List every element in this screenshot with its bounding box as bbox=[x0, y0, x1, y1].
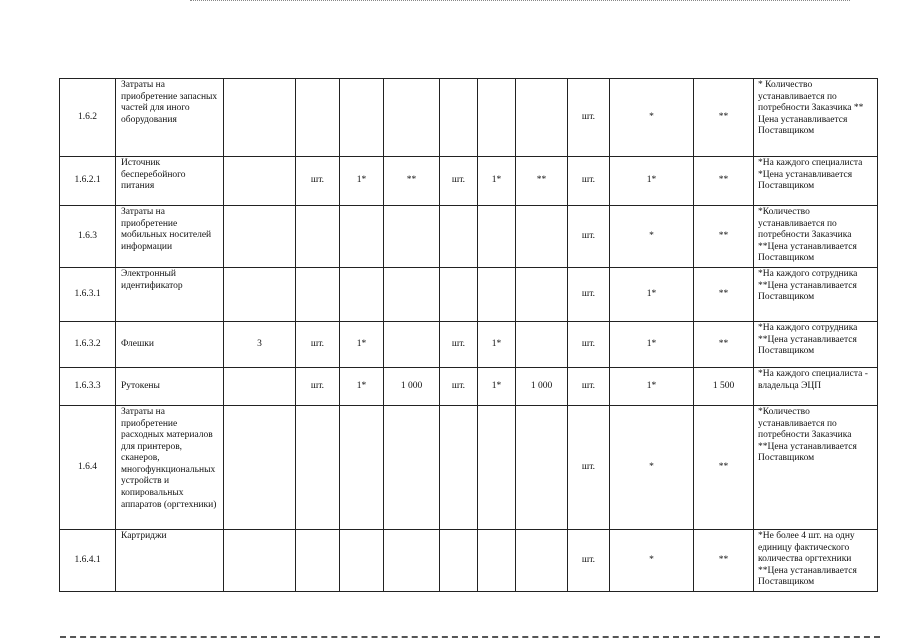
cell-price: ** bbox=[694, 322, 754, 368]
scan-edge-top bbox=[190, 0, 850, 3]
cell-unit: шт. bbox=[568, 157, 610, 206]
cell-c4 bbox=[296, 530, 340, 592]
cell-c6: ** bbox=[384, 157, 440, 206]
cell-c6 bbox=[384, 322, 440, 368]
cell-quantity: 1* bbox=[610, 157, 694, 206]
cell-c5 bbox=[340, 406, 384, 530]
row-number: 1.6.4.1 bbox=[60, 530, 116, 592]
item-name: Затраты на приобретение расходных материалов для принтеров, сканеров, многофункциональных устройств и копировальных аппаратов (оргтехники) bbox=[116, 406, 224, 530]
cell-c9 bbox=[516, 530, 568, 592]
row-note: *На каждого сотрудника **Цена устанавливается Поставщиком bbox=[754, 268, 878, 322]
cell-c9 bbox=[516, 268, 568, 322]
cell-c5: 1* bbox=[340, 368, 384, 406]
item-name: Картриджи bbox=[116, 530, 224, 592]
cell-c9 bbox=[516, 322, 568, 368]
item-name: Рутокены bbox=[116, 368, 224, 406]
cell-c4 bbox=[296, 79, 340, 157]
row-number: 1.6.3.1 bbox=[60, 268, 116, 322]
cell-unit: шт. bbox=[568, 79, 610, 157]
cell-c8 bbox=[478, 268, 516, 322]
cell-c5 bbox=[340, 268, 384, 322]
cell-price: ** bbox=[694, 406, 754, 530]
row-note: *На каждого специалиста *Цена устанавливается Поставщиком bbox=[754, 157, 878, 206]
table-row bbox=[60, 322, 878, 368]
cell-c3 bbox=[224, 206, 296, 268]
row-number: 1.6.3.3 bbox=[60, 368, 116, 406]
cell-c5 bbox=[340, 79, 384, 157]
cell-unit: шт. bbox=[568, 322, 610, 368]
row-note: *На каждого специалиста - владельца ЭЦП bbox=[754, 368, 878, 406]
cell-c4: шт. bbox=[296, 157, 340, 206]
cell-c7: шт. bbox=[440, 368, 478, 406]
cell-c4: шт. bbox=[296, 322, 340, 368]
row-note: *Количество устанавливается по потребности Заказчика **Цена устанавливается Поставщиком bbox=[754, 206, 878, 268]
row-number: 1.6.2 bbox=[60, 79, 116, 157]
row-number: 1.6.2.1 bbox=[60, 157, 116, 206]
cell-c9 bbox=[516, 206, 568, 268]
cell-c6: 1 000 bbox=[384, 368, 440, 406]
cell-c6 bbox=[384, 268, 440, 322]
cell-c7 bbox=[440, 206, 478, 268]
cell-price: ** bbox=[694, 79, 754, 157]
table-row bbox=[60, 268, 878, 322]
cell-c3 bbox=[224, 157, 296, 206]
cell-c8 bbox=[478, 79, 516, 157]
cell-c4: шт. bbox=[296, 368, 340, 406]
cell-c7: шт. bbox=[440, 322, 478, 368]
cell-c9: 1 000 bbox=[516, 368, 568, 406]
cell-quantity: * bbox=[610, 530, 694, 592]
cell-c4 bbox=[296, 268, 340, 322]
cell-c5: 1* bbox=[340, 157, 384, 206]
cell-c7 bbox=[440, 530, 478, 592]
cell-price: ** bbox=[694, 157, 754, 206]
cell-c5: 1* bbox=[340, 322, 384, 368]
cell-c8 bbox=[478, 530, 516, 592]
cell-c3 bbox=[224, 268, 296, 322]
cell-quantity: 1* bbox=[610, 322, 694, 368]
table-row bbox=[60, 206, 878, 268]
cell-c3 bbox=[224, 530, 296, 592]
cell-c6 bbox=[384, 530, 440, 592]
cell-c7 bbox=[440, 268, 478, 322]
row-number: 1.6.4 bbox=[60, 406, 116, 530]
cell-quantity: * bbox=[610, 206, 694, 268]
cell-c3: 3 bbox=[224, 322, 296, 368]
item-name: Затраты на приобретение мобильных носителей информации bbox=[116, 206, 224, 268]
cell-c8 bbox=[478, 406, 516, 530]
cell-c8: 1* bbox=[478, 322, 516, 368]
cell-unit: шт. bbox=[568, 406, 610, 530]
cell-unit: шт. bbox=[568, 206, 610, 268]
cell-quantity: * bbox=[610, 406, 694, 530]
row-note: *Количество устанавливается по потребности Заказчика **Цена устанавливается Поставщиком bbox=[754, 406, 878, 530]
item-name: Флешки bbox=[116, 322, 224, 368]
cell-price: ** bbox=[694, 530, 754, 592]
cell-c6 bbox=[384, 406, 440, 530]
scan-edge-bottom bbox=[60, 636, 880, 640]
cell-quantity: 1* bbox=[610, 368, 694, 406]
cell-c6 bbox=[384, 79, 440, 157]
cell-c3 bbox=[224, 79, 296, 157]
table-row bbox=[60, 368, 878, 406]
table-row bbox=[60, 157, 878, 206]
cell-price: 1 500 bbox=[694, 368, 754, 406]
cost-norms-table bbox=[59, 78, 878, 592]
cell-c9 bbox=[516, 406, 568, 530]
table-row bbox=[60, 79, 878, 157]
item-name: Источник бесперебойного питания bbox=[116, 157, 224, 206]
table-row bbox=[60, 406, 878, 530]
cell-c8: 1* bbox=[478, 368, 516, 406]
item-name: Электронный идентификатор bbox=[116, 268, 224, 322]
cell-c9 bbox=[516, 79, 568, 157]
item-name: Затраты на приобретение запасных частей для иного оборудования bbox=[116, 79, 224, 157]
cell-unit: шт. bbox=[568, 268, 610, 322]
cell-unit: шт. bbox=[568, 530, 610, 592]
row-number: 1.6.3.2 bbox=[60, 322, 116, 368]
cell-unit: шт. bbox=[568, 368, 610, 406]
cell-c5 bbox=[340, 530, 384, 592]
cell-c8: 1* bbox=[478, 157, 516, 206]
cell-c4 bbox=[296, 406, 340, 530]
cell-price: ** bbox=[694, 268, 754, 322]
cell-c4 bbox=[296, 206, 340, 268]
row-note: * Количество устанавливается по потребности Заказчика ** Цена устанавливается Поставщиком bbox=[754, 79, 878, 157]
cell-quantity: 1* bbox=[610, 268, 694, 322]
row-number: 1.6.3 bbox=[60, 206, 116, 268]
cell-price: ** bbox=[694, 206, 754, 268]
table-row bbox=[60, 530, 878, 592]
cell-c7 bbox=[440, 79, 478, 157]
cell-c9: ** bbox=[516, 157, 568, 206]
cell-c6 bbox=[384, 206, 440, 268]
row-note: *На каждого сотрудника **Цена устанавливается Поставщиком bbox=[754, 322, 878, 368]
cell-c3 bbox=[224, 406, 296, 530]
cell-c7: шт. bbox=[440, 157, 478, 206]
cell-c7 bbox=[440, 406, 478, 530]
cell-c5 bbox=[340, 206, 384, 268]
cell-c8 bbox=[478, 206, 516, 268]
cell-quantity: * bbox=[610, 79, 694, 157]
row-note: *Не более 4 шт. на одну единицу фактического количества оргтехники **Цена устанавливается Поставщиком bbox=[754, 530, 878, 592]
cell-c3 bbox=[224, 368, 296, 406]
